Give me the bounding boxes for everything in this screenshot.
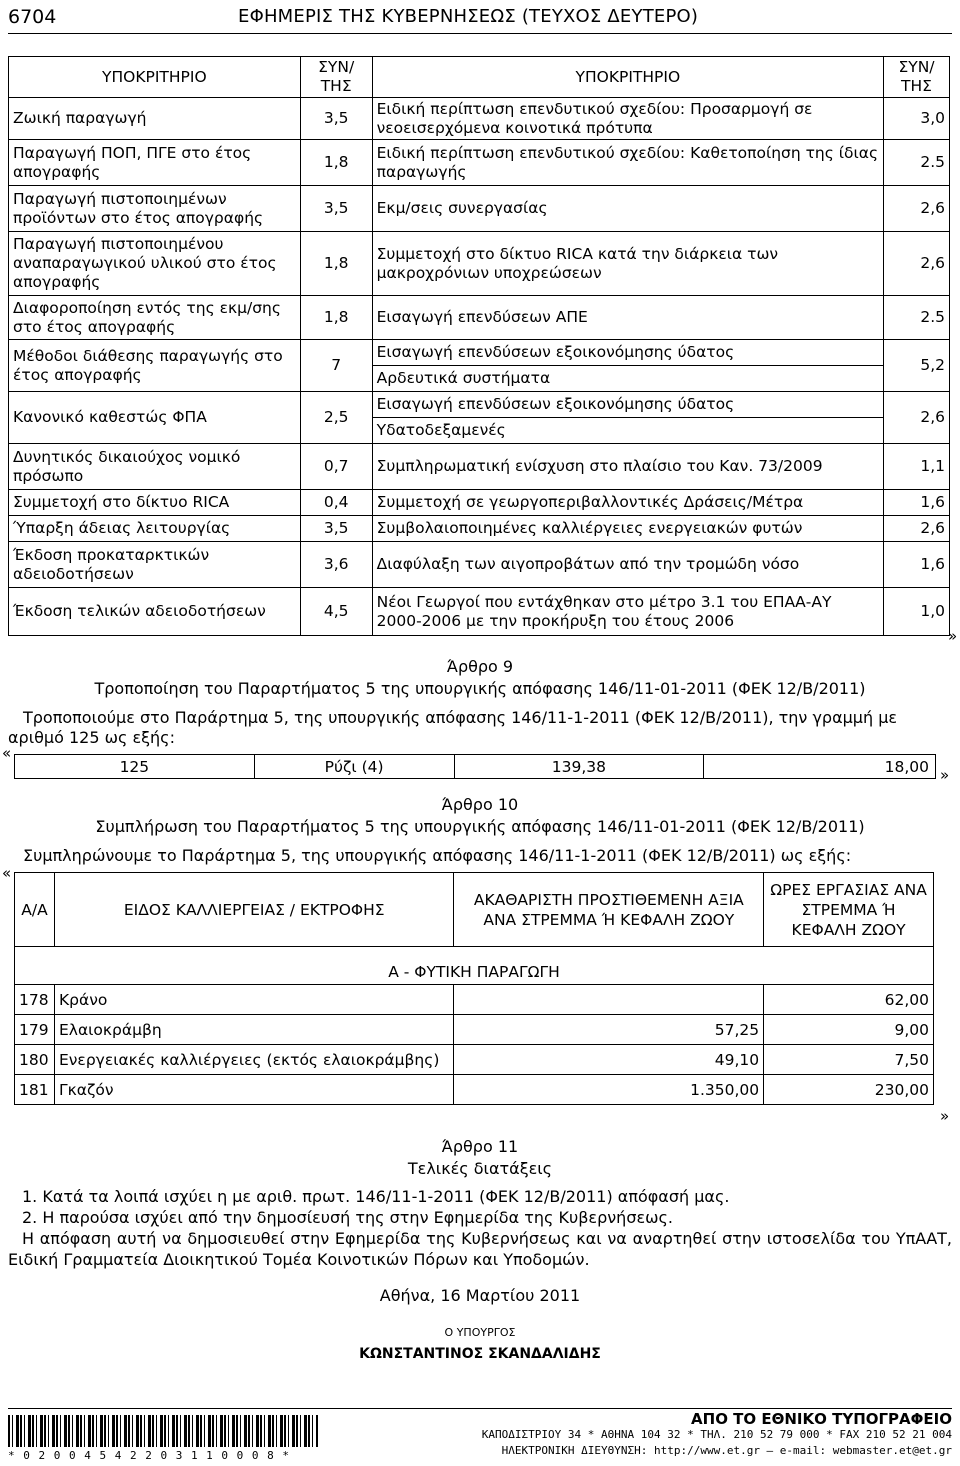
criterion-left: Διαφοροποίηση εντός της εκμ/σης στο έτος απογραφής bbox=[9, 296, 301, 340]
table-header: ΑΚΑΘΑΡΙΣΤΗ ΠΡΟΣΤΙΘΕΜΕΝΗ ΑΞΙΑ ΑΝΑ ΣΤΡΕΜΜΑ Ή ΚΕΦΑΛΗ ΖΩΟΥ bbox=[454, 873, 764, 947]
table-row bbox=[9, 588, 950, 636]
article-11-heading bbox=[0, 1136, 960, 1180]
coefficient-right: 2.5 bbox=[884, 296, 950, 340]
table-header: ΣΥΝ/ΤΗΣ bbox=[300, 57, 372, 98]
barcode bbox=[8, 1415, 318, 1463]
criterion-right: Ειδική περίπτωση επενδυτικού σχεδίου: Καθετοποίηση της ίδιας παραγωγής bbox=[372, 140, 883, 186]
table-row bbox=[9, 392, 950, 418]
opening-quote: « bbox=[2, 864, 12, 882]
table-cell: 179 bbox=[15, 1015, 55, 1045]
table-header-row bbox=[9, 57, 950, 98]
table-cell: 49,10 bbox=[454, 1045, 764, 1075]
table-row bbox=[15, 755, 936, 779]
table-cell: 57,25 bbox=[454, 1015, 764, 1045]
table-row bbox=[9, 98, 950, 140]
table-header: ΣΥΝ/ΤΗΣ bbox=[884, 57, 950, 98]
article-subtitle: Συμπλήρωση του Παραρτήματος 5 της υπουργικής απόφασης 146/11-01-2011 (ΦΕΚ 12/Β/2011) bbox=[95, 817, 865, 836]
barcode-bars bbox=[8, 1415, 318, 1447]
criterion-right: Νέοι Γεωργοί που εντάχθηκαν στο μέτρο 3.1 του ΕΠΑΑ-ΑΥ 2000-2006 με την προκήρυξη του έτους 2006 bbox=[372, 588, 883, 636]
table-cell: Γκαζόν bbox=[54, 1075, 453, 1105]
table-cell: 180 bbox=[15, 1045, 55, 1075]
coefficient-right: 3,0 bbox=[884, 98, 950, 140]
table-cell: Ενεργειακές καλλιέργειες (εκτός ελαιοκράμβης) bbox=[54, 1045, 453, 1075]
table-row bbox=[15, 1015, 934, 1045]
table-cell: 9,00 bbox=[764, 1015, 934, 1045]
criterion-left: Κανονικό καθεστώς ΦΠΑ bbox=[9, 392, 301, 444]
provision-2: 2. Η παρούσα ισχύει από την δημοσίευσή της στην Εφημερίδα της Κυβερνήσεως. bbox=[22, 1208, 673, 1227]
table-cell: 181 bbox=[15, 1075, 55, 1105]
coefficient-right: 1,6 bbox=[884, 490, 950, 516]
criterion-right: Συμπληρωματική ενίσχυση στο πλαίσιο του Καν. 73/2009 bbox=[372, 444, 883, 490]
criterion-right: Συμμετοχή σε γεωργοπεριβαλλοντικές Δράσεις/Μέτρα bbox=[372, 490, 883, 516]
criterion-right: Εκμ/σεις συνεργασίας bbox=[372, 186, 883, 232]
gazette-title: ΕΦΗΜΕΡΙΣ ΤΗΣ ΚΥΒΕΡΝΗΣΕΩΣ (ΤΕΥΧΟΣ ΔΕΥΤΕΡΟ) bbox=[238, 6, 699, 27]
criterion-right: Αρδευτικά συστήματα bbox=[372, 366, 883, 392]
table-cell: 7,50 bbox=[764, 1045, 934, 1075]
table-row bbox=[9, 186, 950, 232]
article-11-text bbox=[8, 1186, 952, 1270]
table-header: ΩΡΕΣ ΕΡΓΑΣΙΑΣ ΑΝΑ ΣΤΡΕΜΜΑ Ή ΚΕΦΑΛΗ ΖΩΟΥ bbox=[764, 873, 934, 947]
article-9-text: Τροποποιούμε στο Παράρτημα 5, της υπουργικής απόφασης 146/11-1-2011 (ΦΕΚ 12/Β/2011), την γραμμή με αριθμό 125 ως εξής: bbox=[8, 708, 898, 747]
provision-1: 1. Κατά τα λοιπά ισχύει η με αριθ. πρωτ. 146/11-1-2011 (ΦΕΚ 12/Β/2011) απόφασή μας. bbox=[22, 1187, 730, 1206]
coefficient-left: 0,4 bbox=[300, 490, 372, 516]
coefficient-left: 3,5 bbox=[300, 516, 372, 542]
table-row bbox=[9, 516, 950, 542]
coefficient-right: 2,6 bbox=[884, 516, 950, 542]
article-10-heading bbox=[0, 794, 960, 838]
table-cell bbox=[454, 985, 764, 1015]
table-cell: 139,38 bbox=[454, 755, 704, 779]
coefficient-right: 2.5 bbox=[884, 140, 950, 186]
criterion-right: Διαφύλαξη των αιγοπροβάτων από την τρομώδη νόσο bbox=[372, 542, 883, 588]
criterion-right: Συμβολαιοποιημένες καλλιέργειες ενεργειακών φυτών bbox=[372, 516, 883, 542]
criterion-right: Συμμετοχή στο δίκτυο RICA κατά την διάρκεια των μακροχρόνιων υποχρεώσεων bbox=[372, 232, 883, 296]
coefficient-left: 1,8 bbox=[300, 296, 372, 340]
coefficient-left: 3,6 bbox=[300, 542, 372, 588]
printer-name: ΑΠΟ ΤΟ ΕΘΝΙΚΟ ΤΥΠΟΓΡΑΦΕΙΟ bbox=[691, 1410, 952, 1428]
criterion-left: Δυνητικός δικαιούχος νομικό πρόσωπο bbox=[9, 444, 301, 490]
criterion-right: Υδατοδεξαμενές bbox=[372, 418, 883, 444]
page-footer bbox=[8, 1408, 952, 1466]
signatory-name: ΚΩΝΣΤΑΝΤΙΝΟΣ ΣΚΑΝΔΑΛΙΔΗΣ bbox=[359, 1346, 601, 1362]
imprint bbox=[482, 1411, 952, 1459]
page-number: 6704 bbox=[8, 6, 57, 28]
amended-row-table bbox=[14, 754, 936, 779]
signatory-role: Ο ΥΠΟΥΡΓΟΣ bbox=[444, 1326, 516, 1339]
criterion-left: Παραγωγή πιστοποιημένου αναπαραγωγικού υλικού στο έτος απογραφής bbox=[9, 232, 301, 296]
criterion-left: Συμμετοχή στο δίκτυο RICA bbox=[9, 490, 301, 516]
article-9-heading bbox=[0, 656, 960, 700]
section-title: Α - ΦΥΤΙΚΗ ΠΑΡΑΓΩΓΗ bbox=[15, 947, 934, 985]
closing-quote: » bbox=[940, 766, 950, 784]
table-header: ΥΠΟΚΡΙΤΗΡΙΟ bbox=[372, 57, 883, 98]
table-row bbox=[9, 232, 950, 296]
publication-clause: Η απόφαση αυτή να δημοσιευθεί στην Εφημερίδα της Κυβερνήσεως και να αναρτηθεί στην ιστοσελίδα του ΥπΑΑΤ, Ειδική Γραμματεία Διοικητικού Τομέα Κοινοτικών Πόρων και Υποδομών. bbox=[8, 1229, 952, 1269]
criterion-left: Ζωική παραγωγή bbox=[9, 98, 301, 140]
coefficient-left: 2,5 bbox=[300, 392, 372, 444]
article-title: Άρθρο 9 bbox=[446, 657, 514, 676]
table-row bbox=[15, 1045, 934, 1075]
annex-table bbox=[14, 872, 934, 1105]
table-row bbox=[9, 340, 950, 366]
table-header: Α/Α bbox=[15, 873, 55, 947]
criterion-left: Έκδοση τελικών αδειοδοτήσεων bbox=[9, 588, 301, 636]
coefficient-left: 4,5 bbox=[300, 588, 372, 636]
table-cell: 1.350,00 bbox=[454, 1075, 764, 1105]
criteria-table bbox=[8, 56, 950, 636]
table-cell: Ρύζι (4) bbox=[254, 755, 454, 779]
coefficient-right: 2,6 bbox=[884, 186, 950, 232]
printer-address: ΚΑΠΟΔΙΣΤΡΙΟΥ 34 * ΑΘΗΝΑ 104 32 * ΤΗΛ. 210 52 79 000 * FAX 210 52 21 004 bbox=[481, 1428, 952, 1441]
table-cell: 230,00 bbox=[764, 1075, 934, 1105]
table-row bbox=[9, 490, 950, 516]
table-cell: 178 bbox=[15, 985, 55, 1015]
barcode-text: * 0 2 0 0 4 5 4 2 2 0 3 1 1 0 0 0 8 * bbox=[8, 1449, 291, 1462]
criterion-left: Έκδοση προκαταρκτικών αδειοδοτήσεων bbox=[9, 542, 301, 588]
table-header: ΕΙΔΟΣ ΚΑΛΛΙΕΡΓΕΙΑΣ / ΕΚΤΡΟΦΗΣ bbox=[54, 873, 453, 947]
table-header-row bbox=[15, 873, 934, 947]
coefficient-right: 2,6 bbox=[884, 392, 950, 444]
table-header: ΥΠΟΚΡΙΤΗΡΙΟ bbox=[9, 57, 301, 98]
table-row bbox=[9, 140, 950, 186]
table-cell: 125 bbox=[15, 755, 255, 779]
table-row bbox=[9, 542, 950, 588]
article-title: Άρθρο 10 bbox=[441, 795, 519, 814]
opening-quote: « bbox=[2, 744, 12, 762]
coefficient-left: 3,5 bbox=[300, 186, 372, 232]
closing-quote: » bbox=[940, 1107, 950, 1125]
coefficient-left: 3,5 bbox=[300, 98, 372, 140]
criterion-right: Εισαγωγή επενδύσεων εξοικονόμησης ύδατος bbox=[372, 340, 883, 366]
coefficient-right: 2,6 bbox=[884, 232, 950, 296]
criterion-left: Μέθοδοι διάθεσης παραγωγής στο έτος απογραφής bbox=[9, 340, 301, 392]
place-date: Αθήνα, 16 Μαρτίου 2011 bbox=[379, 1286, 581, 1305]
coefficient-right: 1,0 bbox=[884, 588, 950, 636]
closing-quote: » bbox=[948, 627, 958, 645]
page-header bbox=[8, 6, 952, 34]
coefficient-left: 1,8 bbox=[300, 232, 372, 296]
criterion-right: Εισαγωγή επενδύσεων εξοικονόμησης ύδατος bbox=[372, 392, 883, 418]
table-row bbox=[15, 1075, 934, 1105]
criterion-right: Εισαγωγή επενδύσεων ΑΠΕ bbox=[372, 296, 883, 340]
table-row bbox=[9, 444, 950, 490]
table-cell: Ελαιοκράμβη bbox=[54, 1015, 453, 1045]
table-row bbox=[9, 296, 950, 340]
article-subtitle: Τροποποίηση του Παραρτήματος 5 της υπουργικής απόφασης 146/11-01-2011 (ΦΕΚ 12/Β/2011) bbox=[94, 679, 866, 698]
coefficient-left: 1,8 bbox=[300, 140, 372, 186]
coefficient-left: 7 bbox=[300, 340, 372, 392]
criterion-left: Παραγωγή ΠΟΠ, ΠΓΕ στο έτος απογραφής bbox=[9, 140, 301, 186]
coefficient-right: 1,6 bbox=[884, 542, 950, 588]
coefficient-right: 5,2 bbox=[884, 340, 950, 392]
criterion-right: Ειδική περίπτωση επενδυτικού σχεδίου: Προσαρμογή σε νεοεισερχόμενα κοινοτικά πρότυπα bbox=[372, 98, 883, 140]
table-cell: 18,00 bbox=[704, 755, 936, 779]
article-subtitle: Τελικές διατάξεις bbox=[407, 1159, 553, 1178]
table-cell: 62,00 bbox=[764, 985, 934, 1015]
table-row bbox=[15, 985, 934, 1015]
criterion-left: Ύπαρξη άδειας λειτουργίας bbox=[9, 516, 301, 542]
table-cell: Κράνο bbox=[54, 985, 453, 1015]
article-10-text: Συμπληρώνουμε το Παράρτημα 5, της υπουργικής απόφασης 146/11-1-2011 (ΦΕΚ 12/Β/2011) ως εξής: bbox=[23, 846, 852, 865]
article-title: Άρθρο 11 bbox=[441, 1137, 519, 1156]
coefficient-left: 0,7 bbox=[300, 444, 372, 490]
criterion-left: Παραγωγή πιστοποιημένων προϊόντων στο έτος απογραφής bbox=[9, 186, 301, 232]
printer-web: ΗΛΕΚΤΡΟΝΙΚΗ ΔΙΕΥΘΥΝΣΗ: http://www.et.gr – e-mail: webmaster.et@et.gr bbox=[501, 1444, 952, 1457]
coefficient-right: 1,1 bbox=[884, 444, 950, 490]
section-row bbox=[15, 947, 934, 985]
